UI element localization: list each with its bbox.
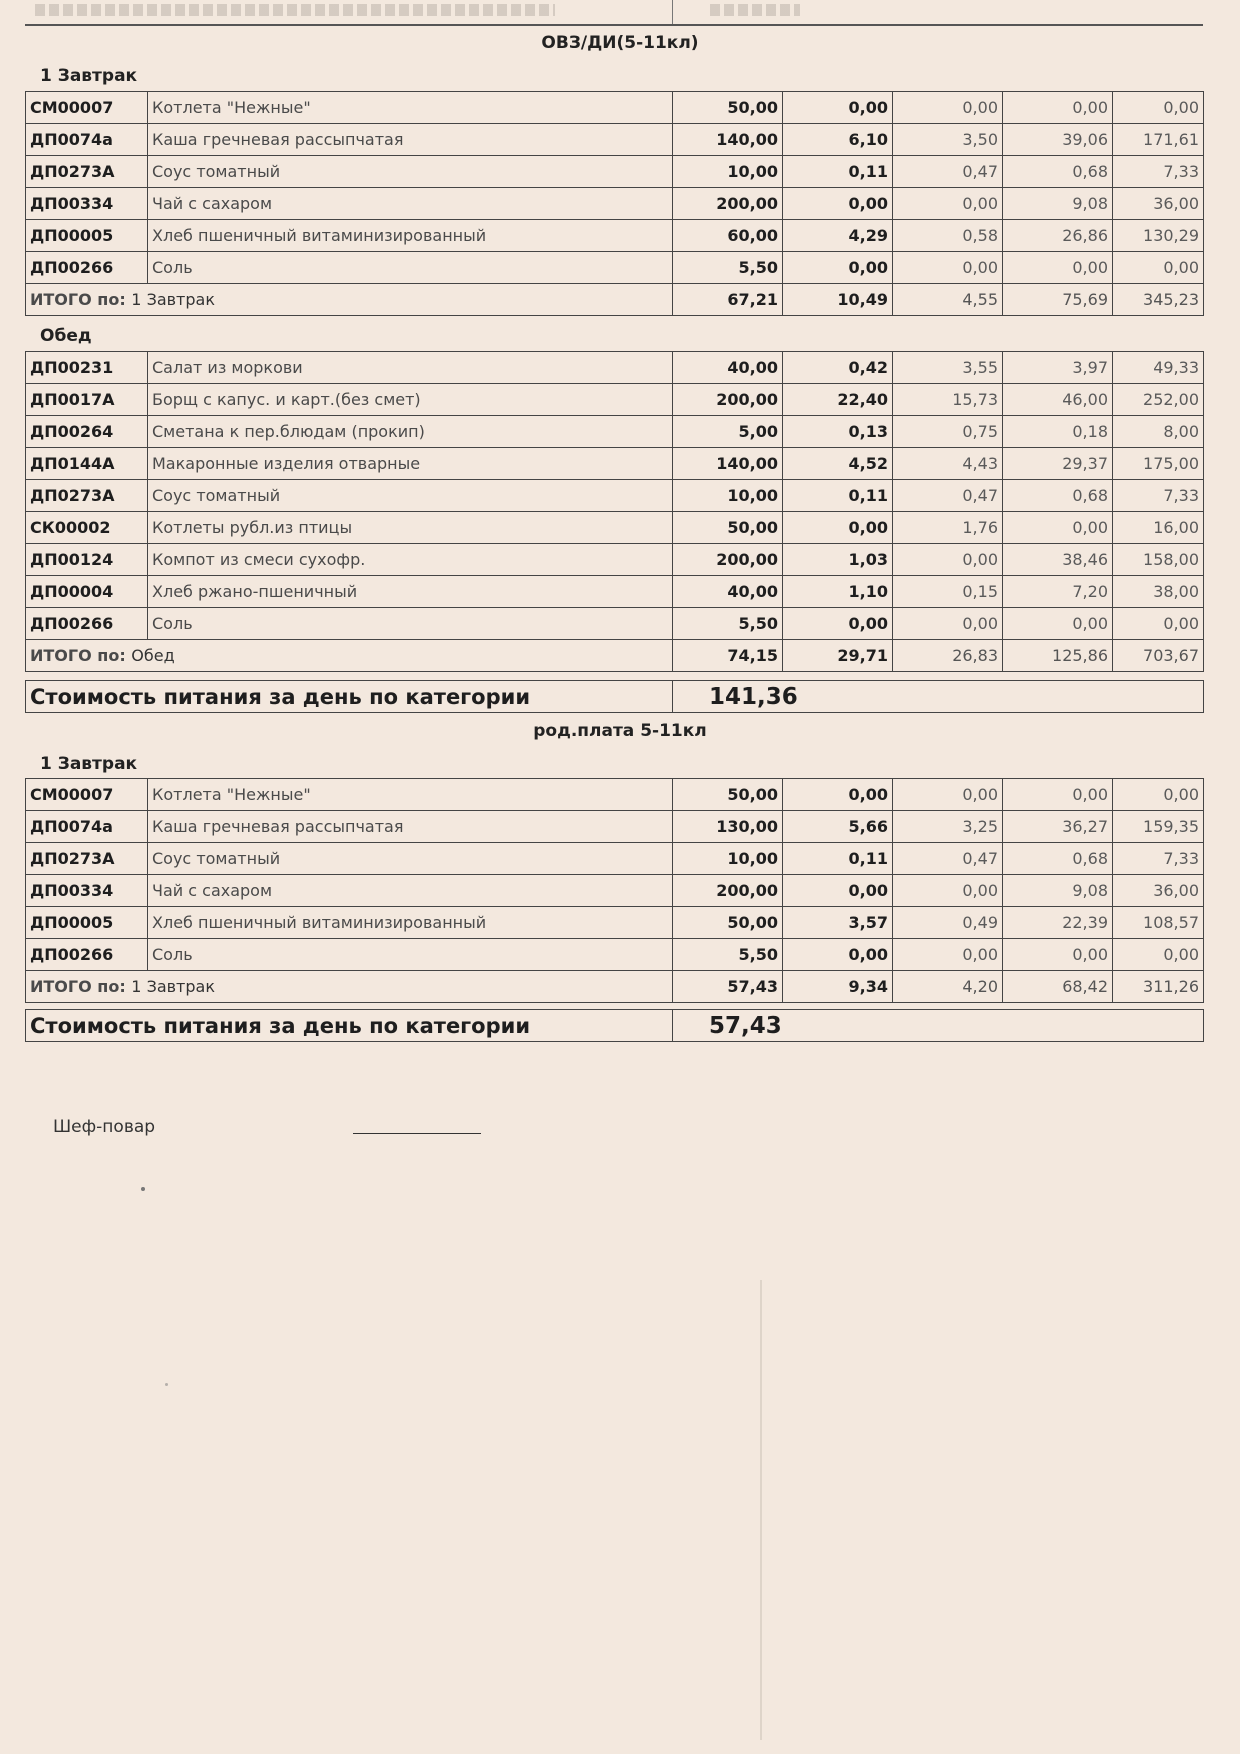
dish-carbs: 26,86	[1003, 220, 1113, 252]
dish-code: ДП0273А	[26, 156, 148, 188]
dish-weight: 5,50	[673, 608, 783, 640]
meal-table	[25, 351, 1204, 672]
day-cost-row	[25, 1009, 1204, 1042]
meal-title: Обед	[40, 326, 92, 346]
dish-name: Компот из смеси сухофр.	[148, 544, 673, 576]
dish-protein: 0,00	[783, 779, 893, 811]
dish-protein: 0,11	[783, 156, 893, 188]
dish-code: ДП00124	[26, 544, 148, 576]
dish-name: Хлеб ржано-пшеничный	[148, 576, 673, 608]
total-row	[26, 971, 1204, 1003]
dish-name: Соус томатный	[148, 480, 673, 512]
dish-protein: 1,03	[783, 544, 893, 576]
dish-fat: 1,76	[893, 512, 1003, 544]
dish-fat: 3,50	[893, 124, 1003, 156]
dish-code: ДП00005	[26, 220, 148, 252]
dish-fat: 0,75	[893, 416, 1003, 448]
dish-protein: 0,00	[783, 512, 893, 544]
dish-name: Соус томатный	[148, 156, 673, 188]
table-row	[26, 92, 1204, 124]
dish-name: Чай с сахаром	[148, 875, 673, 907]
dish-fat: 0,00	[893, 544, 1003, 576]
total-kcal: 311,26	[1113, 971, 1204, 1003]
table-row	[26, 188, 1204, 220]
dish-carbs: 0,18	[1003, 416, 1113, 448]
dish-name: Соль	[148, 252, 673, 284]
dish-name: Хлеб пшеничный витаминизированный	[148, 220, 673, 252]
dish-carbs: 29,37	[1003, 448, 1113, 480]
dish-kcal: 0,00	[1113, 608, 1204, 640]
dish-kcal: 0,00	[1113, 92, 1204, 124]
dish-weight: 5,50	[673, 939, 783, 971]
cut-off-header-strip	[25, 0, 1203, 26]
signature-line	[353, 1133, 481, 1134]
total-row	[26, 640, 1204, 672]
dish-kcal: 159,35	[1113, 811, 1204, 843]
dish-code: ДП00004	[26, 576, 148, 608]
dish-carbs: 0,00	[1003, 92, 1113, 124]
total-carbs: 125,86	[1003, 640, 1113, 672]
dish-weight: 200,00	[673, 188, 783, 220]
meal-table	[25, 91, 1204, 316]
dish-name: Хлеб пшеничный витаминизированный	[148, 907, 673, 939]
dish-fat: 0,00	[893, 608, 1003, 640]
dish-name: Соус томатный	[148, 843, 673, 875]
table-row	[26, 779, 1204, 811]
dish-weight: 140,00	[673, 448, 783, 480]
dish-protein: 22,40	[783, 384, 893, 416]
dish-protein: 0,13	[783, 416, 893, 448]
dish-carbs: 0,68	[1003, 480, 1113, 512]
dish-weight: 40,00	[673, 576, 783, 608]
dish-kcal: 36,00	[1113, 188, 1204, 220]
dish-weight: 50,00	[673, 779, 783, 811]
table-row	[26, 875, 1204, 907]
dish-fat: 15,73	[893, 384, 1003, 416]
total-protein: 9,34	[783, 971, 893, 1003]
dish-weight: 130,00	[673, 811, 783, 843]
dish-code: ДП0074а	[26, 124, 148, 156]
total-kcal: 703,67	[1113, 640, 1204, 672]
dish-protein: 4,29	[783, 220, 893, 252]
dish-kcal: 158,00	[1113, 544, 1204, 576]
dish-weight: 200,00	[673, 544, 783, 576]
dish-weight: 5,50	[673, 252, 783, 284]
dish-fat: 0,58	[893, 220, 1003, 252]
dish-name: Сметана к пер.блюдам (прокип)	[148, 416, 673, 448]
paper-crease	[760, 1280, 762, 1740]
table-row	[26, 384, 1204, 416]
total-fat: 26,83	[893, 640, 1003, 672]
dish-name: Борщ с капус. и карт.(без смет)	[148, 384, 673, 416]
dish-carbs: 0,00	[1003, 939, 1113, 971]
dish-code: ДП0273А	[26, 843, 148, 875]
dish-kcal: 7,33	[1113, 843, 1204, 875]
category-title: род.плата 5-11кл	[533, 721, 707, 741]
dish-protein: 0,00	[783, 939, 893, 971]
dish-carbs: 7,20	[1003, 576, 1113, 608]
day-cost-label: Стоимость питания за день по категории	[26, 1010, 673, 1042]
dish-fat: 0,00	[893, 188, 1003, 220]
dish-weight: 50,00	[673, 92, 783, 124]
meal-table	[25, 778, 1204, 1003]
dish-protein: 0,00	[783, 608, 893, 640]
total-protein: 10,49	[783, 284, 893, 316]
dish-name: Котлета "Нежные"	[148, 92, 673, 124]
dish-weight: 50,00	[673, 907, 783, 939]
dish-code: ДП0074а	[26, 811, 148, 843]
table-row	[26, 124, 1204, 156]
dish-protein: 1,10	[783, 576, 893, 608]
total-protein: 29,71	[783, 640, 893, 672]
dish-fat: 0,00	[893, 875, 1003, 907]
dish-protein: 5,66	[783, 811, 893, 843]
table-row	[26, 220, 1204, 252]
signature-label: Шеф-повар	[53, 1117, 156, 1137]
dish-kcal: 0,00	[1113, 252, 1204, 284]
total-label: ИТОГО по: 1 Завтрак	[26, 971, 673, 1003]
dish-protein: 0,11	[783, 480, 893, 512]
total-cost: 67,21	[673, 284, 783, 316]
dish-weight: 200,00	[673, 384, 783, 416]
dish-kcal: 108,57	[1113, 907, 1204, 939]
dish-code: ДП0017А	[26, 384, 148, 416]
dish-carbs: 0,00	[1003, 779, 1113, 811]
dish-weight: 10,00	[673, 843, 783, 875]
dish-fat: 0,47	[893, 843, 1003, 875]
dish-fat: 0,49	[893, 907, 1003, 939]
total-carbs: 68,42	[1003, 971, 1113, 1003]
dish-fat: 0,00	[893, 252, 1003, 284]
dish-code: ДП00264	[26, 416, 148, 448]
day-cost-value: 141,36	[673, 681, 893, 713]
dish-fat: 0,47	[893, 480, 1003, 512]
total-carbs: 75,69	[1003, 284, 1113, 316]
dish-kcal: 8,00	[1113, 416, 1204, 448]
dish-protein: 4,52	[783, 448, 893, 480]
dish-kcal: 49,33	[1113, 352, 1204, 384]
dish-code: СМ00007	[26, 92, 148, 124]
dish-code: ДП00334	[26, 875, 148, 907]
dish-protein: 0,00	[783, 875, 893, 907]
dish-weight: 40,00	[673, 352, 783, 384]
dish-carbs: 0,68	[1003, 156, 1113, 188]
dish-fat: 0,00	[893, 939, 1003, 971]
total-kcal: 345,23	[1113, 284, 1204, 316]
dish-weight: 10,00	[673, 480, 783, 512]
dish-code: ДП00266	[26, 939, 148, 971]
dish-name: Салат из моркови	[148, 352, 673, 384]
table-row	[26, 448, 1204, 480]
table-row	[26, 512, 1204, 544]
dish-kcal: 7,33	[1113, 156, 1204, 188]
dish-code: ДП00266	[26, 252, 148, 284]
dish-kcal: 38,00	[1113, 576, 1204, 608]
table-row	[26, 907, 1204, 939]
category-title: ОВЗ/ДИ(5-11кл)	[541, 33, 699, 53]
dish-carbs: 0,68	[1003, 843, 1113, 875]
dish-code: ДП00266	[26, 608, 148, 640]
table-row	[26, 811, 1204, 843]
total-fat: 4,20	[893, 971, 1003, 1003]
dish-code: СМ00007	[26, 779, 148, 811]
dish-carbs: 46,00	[1003, 384, 1113, 416]
dish-code: ДП0144А	[26, 448, 148, 480]
dish-protein: 0,00	[783, 188, 893, 220]
dish-code: ДП00005	[26, 907, 148, 939]
dish-protein: 6,10	[783, 124, 893, 156]
dish-weight: 10,00	[673, 156, 783, 188]
day-cost-label: Стоимость питания за день по категории	[26, 681, 673, 713]
dish-code: ДП00334	[26, 188, 148, 220]
table-row	[26, 416, 1204, 448]
dish-code: СК00002	[26, 512, 148, 544]
dish-kcal: 36,00	[1113, 875, 1204, 907]
dish-name: Каша гречневая рассыпчатая	[148, 811, 673, 843]
dish-weight: 5,00	[673, 416, 783, 448]
dish-protein: 0,42	[783, 352, 893, 384]
total-cost: 57,43	[673, 971, 783, 1003]
total-cost: 74,15	[673, 640, 783, 672]
speck	[165, 1383, 168, 1386]
total-label: ИТОГО по: Обед	[26, 640, 673, 672]
dish-carbs: 9,08	[1003, 188, 1113, 220]
table-row	[26, 252, 1204, 284]
meal-title: 1 Завтрак	[40, 66, 138, 86]
table-row	[26, 608, 1204, 640]
dish-carbs: 0,00	[1003, 608, 1113, 640]
dish-weight: 140,00	[673, 124, 783, 156]
dish-carbs: 39,06	[1003, 124, 1113, 156]
dish-kcal: 175,00	[1113, 448, 1204, 480]
dish-fat: 0,47	[893, 156, 1003, 188]
dish-code: ДП00231	[26, 352, 148, 384]
dish-name: Каша гречневая рассыпчатая	[148, 124, 673, 156]
dish-name: Макаронные изделия отварные	[148, 448, 673, 480]
dish-kcal: 252,00	[1113, 384, 1204, 416]
dish-name: Котлеты рубл.из птицы	[148, 512, 673, 544]
dish-carbs: 3,97	[1003, 352, 1113, 384]
total-label: ИТОГО по: 1 Завтрак	[26, 284, 673, 316]
dish-protein: 0,00	[783, 252, 893, 284]
dish-name: Соль	[148, 939, 673, 971]
dish-name: Чай с сахаром	[148, 188, 673, 220]
day-cost-value: 57,43	[673, 1010, 893, 1042]
dish-fat: 3,25	[893, 811, 1003, 843]
total-fat: 4,55	[893, 284, 1003, 316]
dish-weight: 200,00	[673, 875, 783, 907]
dish-carbs: 9,08	[1003, 875, 1113, 907]
dish-carbs: 36,27	[1003, 811, 1113, 843]
dish-weight: 60,00	[673, 220, 783, 252]
table-row	[26, 352, 1204, 384]
dish-protein: 3,57	[783, 907, 893, 939]
table-row	[26, 156, 1204, 188]
speck	[141, 1187, 145, 1191]
dish-protein: 0,00	[783, 92, 893, 124]
total-row	[26, 284, 1204, 316]
dish-fat: 4,43	[893, 448, 1003, 480]
dish-weight: 50,00	[673, 512, 783, 544]
table-row	[26, 576, 1204, 608]
day-cost-row	[25, 680, 1204, 713]
dish-protein: 0,11	[783, 843, 893, 875]
dish-fat: 3,55	[893, 352, 1003, 384]
dish-carbs: 0,00	[1003, 252, 1113, 284]
table-row	[26, 544, 1204, 576]
dish-kcal: 0,00	[1113, 779, 1204, 811]
dish-kcal: 16,00	[1113, 512, 1204, 544]
dish-name: Соль	[148, 608, 673, 640]
dish-kcal: 171,61	[1113, 124, 1204, 156]
dish-kcal: 130,29	[1113, 220, 1204, 252]
dish-kcal: 7,33	[1113, 480, 1204, 512]
table-row	[26, 843, 1204, 875]
dish-fat: 0,15	[893, 576, 1003, 608]
dish-code: ДП0273А	[26, 480, 148, 512]
dish-fat: 0,00	[893, 92, 1003, 124]
dish-carbs: 0,00	[1003, 512, 1113, 544]
dish-carbs: 22,39	[1003, 907, 1113, 939]
table-row	[26, 939, 1204, 971]
dish-name: Котлета "Нежные"	[148, 779, 673, 811]
meal-title: 1 Завтрак	[40, 754, 138, 774]
table-row	[26, 480, 1204, 512]
dish-carbs: 38,46	[1003, 544, 1113, 576]
dish-fat: 0,00	[893, 779, 1003, 811]
dish-kcal: 0,00	[1113, 939, 1204, 971]
